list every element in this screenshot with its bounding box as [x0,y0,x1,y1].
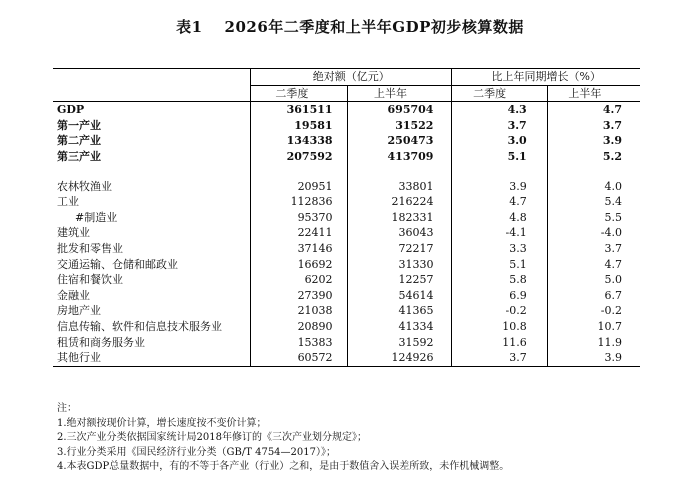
row-label: 第二产业 [57,134,101,148]
row-label: 住宿和餐饮业 [57,273,123,287]
table-number: 表1 [176,18,203,36]
row-label: 建筑业 [57,226,90,240]
cell-growth-q2: 6.9 [452,288,547,304]
cell-h1: 41334 [347,319,452,335]
table-row [53,118,640,134]
spacer-row [53,165,640,179]
cell-h1: 124926 [347,350,452,366]
table-row [53,288,640,304]
cell-h1: 72217 [347,241,452,257]
table-title-text: 2026年二季度和上半年GDP初步核算数据 [224,18,524,36]
cell-growth-h1: 5.5 [547,210,640,226]
cell-growth-q2: 4.3 [452,102,547,118]
cell-q2: 21038 [251,303,347,319]
table-row [53,210,640,226]
spacer-cell [547,165,640,179]
cell-growth-q2: 3.7 [452,350,547,366]
cell-growth-q2: 5.1 [452,149,547,165]
cell-growth-h1: 4.7 [547,257,640,273]
row-label: 农林牧渔业 [57,179,112,193]
row-label: GDP [57,103,85,117]
spacer-cell [452,165,547,179]
cell-growth-h1: 3.7 [547,118,640,134]
cell-growth-q2: 4.8 [452,210,547,226]
row-label: 批发和零售业 [57,241,123,255]
row-label: #制造业 [75,210,118,224]
cell-h1: 695704 [347,102,452,118]
col-header-h1: 上半年 [347,85,452,102]
absolute-group-header: 绝对额（亿元） [251,69,452,86]
cell-q2: 112836 [251,194,347,210]
row-label: 交通运输、仓储和邮政业 [57,257,178,271]
cell-q2: 207592 [251,149,347,165]
cell-q2: 20951 [251,179,347,195]
col-header-q2: 二季度 [251,85,347,102]
table-row [53,102,640,118]
cell-growth-q2: -4.1 [452,225,547,241]
row-label: 房地产业 [57,304,101,318]
row-label: 其他行业 [53,350,251,366]
table-row [53,350,640,366]
cell-growth-q2: 11.6 [452,335,547,351]
cell-growth-q2: 3.3 [452,241,547,257]
cell-growth-q2: 5.8 [452,272,547,288]
cell-h1: 31330 [347,257,452,273]
cell-q2: 15383 [251,335,347,351]
cell-q2: 20890 [251,319,347,335]
row-label: 信息传输、软件和信息技术服务业 [57,319,222,333]
cell-growth-h1: 10.7 [547,319,640,335]
cell-growth-q2: 10.8 [452,319,547,335]
cell-h1: 54614 [347,288,452,304]
cell-h1: 12257 [347,272,452,288]
growth-group-header: 比上年同期增长（%） [452,69,640,86]
table-row [53,194,640,210]
cell-growth-q2: 3.0 [452,133,547,149]
row-label: 工业 [57,195,79,209]
table-row [53,241,640,257]
cell-h1: 413709 [347,149,452,165]
cell-q2: 134338 [251,133,347,149]
table-row [53,179,640,195]
label-header-cell [53,69,251,102]
cell-growth-q2: 3.7 [452,118,547,134]
cell-q2: 60572 [251,350,347,366]
note-item: 3.行业分类采用《国民经济行业分类（GB/T 4754—2017）》； [57,446,336,458]
table-row [53,225,640,241]
cell-growth-h1: 4.0 [547,179,640,195]
row-label: 金融业 [57,288,90,302]
cell-q2: 6202 [251,272,347,288]
cell-h1: 41365 [347,303,452,319]
cell-h1: 31592 [347,335,452,351]
cell-growth-h1: -0.2 [547,303,640,319]
cell-q2: 361511 [251,102,347,118]
cell-growth-h1: 4.7 [547,102,640,118]
table-row [53,335,640,351]
table-row [53,257,640,273]
cell-q2: 95370 [251,210,347,226]
cell-growth-h1: 3.9 [547,133,640,149]
spacer-cell [347,165,452,179]
cell-growth-h1: 5.4 [547,194,640,210]
cell-q2: 16692 [251,257,347,273]
table-row [53,319,640,335]
col-header-growth-q2: 二季度 [452,85,547,102]
row-label: 第三产业 [57,149,101,163]
notes-heading: 注： [57,403,77,414]
spacer-cell [53,165,251,179]
cell-h1: 33801 [347,179,452,195]
cell-growth-q2: 5.1 [452,257,547,273]
cell-growth-q2: -0.2 [452,303,547,319]
cell-h1: 182331 [347,210,452,226]
cell-q2: 27390 [251,288,347,304]
note-item: 4.本表GDP总量数据中，有的不等于各产业（行业）之和，是由于数值舍入误差所致，未作机械调整。 [57,461,510,472]
note-item: 2.三次产业分类依据国家统计局2018年修订的《三次产业划分规定》； [57,432,367,443]
cell-h1: 250473 [347,133,452,149]
cell-growth-h1: 3.9 [547,350,640,366]
row-label: 第一产业 [57,118,101,132]
note-item: 1.绝对额按现价计算，增长速度按不变价计算； [57,417,267,429]
cell-q2: 22411 [251,225,347,241]
row-label: 租赁和商务服务业 [57,335,145,349]
col-header-growth-h1: 上半年 [547,85,640,102]
table-row [53,133,640,149]
spacer-cell [251,165,347,179]
table-row [53,303,640,319]
cell-growth-h1: 5.0 [547,272,640,288]
cell-growth-h1: -4.0 [547,225,640,241]
cell-h1: 216224 [347,194,452,210]
gdp-table [53,68,640,367]
cell-growth-h1: 11.9 [547,335,640,351]
table-notes [57,402,509,475]
cell-growth-h1: 6.7 [547,288,640,304]
cell-growth-q2: 3.9 [452,179,547,195]
cell-q2: 19581 [251,118,347,134]
cell-h1: 36043 [347,225,452,241]
cell-growth-q2: 4.7 [452,194,547,210]
cell-h1: 31522 [347,118,452,134]
cell-q2: 37146 [251,241,347,257]
cell-growth-h1: 3.7 [547,241,640,257]
cell-growth-h1: 5.2 [547,149,640,165]
table-title [0,16,700,37]
table-row [53,272,640,288]
table-row [53,149,640,165]
